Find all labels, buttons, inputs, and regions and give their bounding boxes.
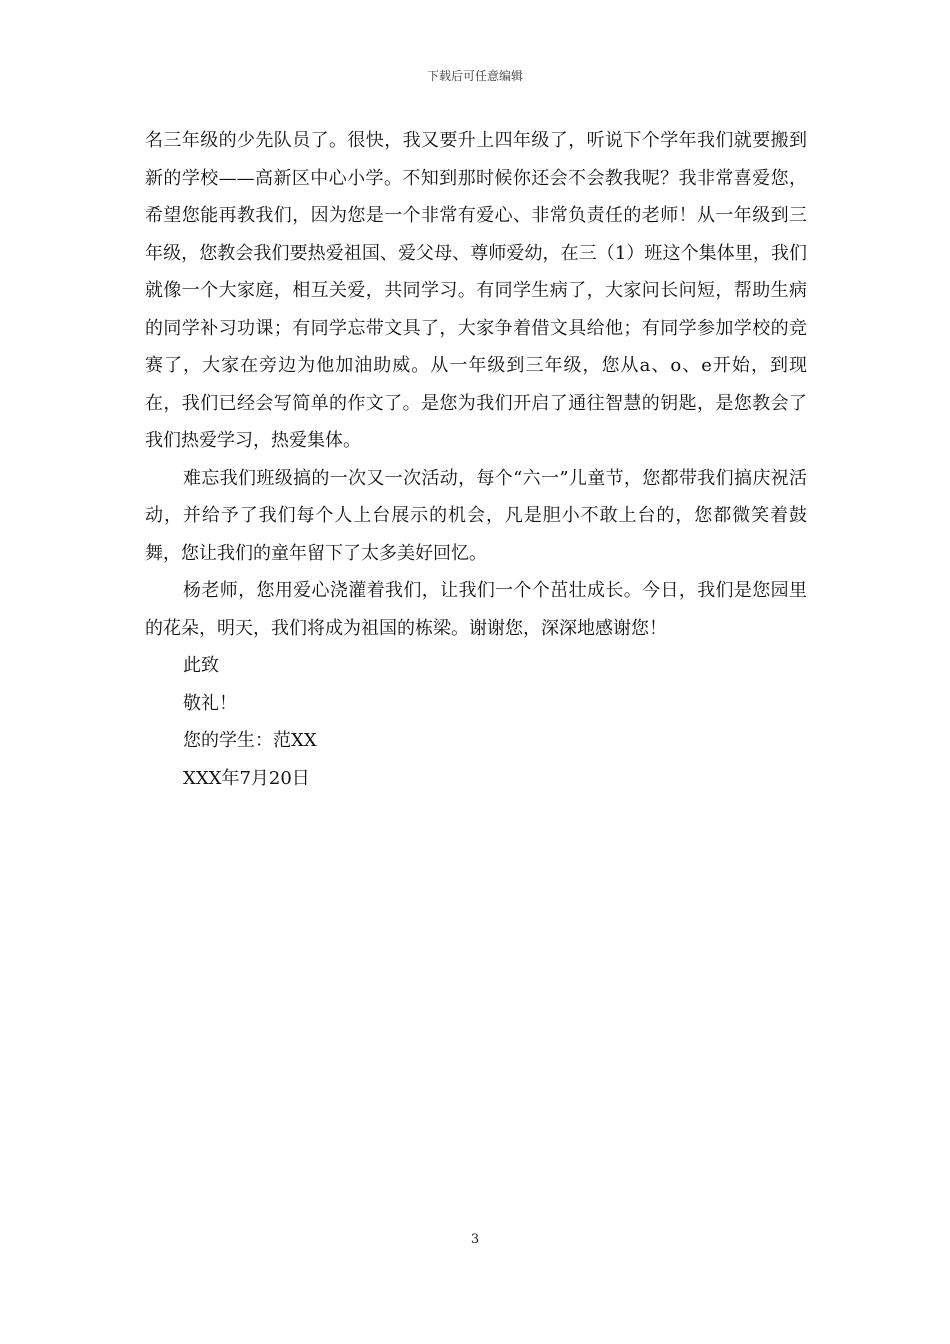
paragraph-activities: 难忘我们班级搞的一次又一次活动，每个“六一”儿童节，您都带我们搞庆祝活动，并给予了我们每个人上台展示的机会，凡是胆小不敢上台的，您都微笑着鼓舞，您让我们的童年留下了太多美好回忆。	[145, 467, 807, 564]
closing-regards: 敬礼！	[183, 692, 237, 714]
closing-salutation: 此致	[183, 655, 219, 676]
letter-date: XXX年7月20日	[183, 767, 310, 789]
paragraph-continued: 名三年级的少先队员了。很快，我又要升上四年级了，听说下个学年我们就要搬到新的学校——高新区中心小学。不知到那时候你还会不会教我呢？我非常喜爱您，希望您能再教我们，因为您是一个非常有爱心、非常负责任的老师！从一年级到三年级，您教会我们要热爱祖国、爱父母、尊师爱幼，在三（1）班这个集体里，我们就像一个大家庭，相互关爱，共同学习。有同学生病了，大家问长问短，帮助生病的同学补习功课；有同学忘带文具了，大家争着借文具给他；有同学参加学校的竞赛了，大家在旁边为他加油助威。从一年级到三年级，您从a、o、e开始，到现在，我们已经会写简单的作文了。是您为我们开启了通往智慧的钥匙，是您教会了我们热爱学习，热爱集体。	[145, 130, 807, 451]
paragraph-thanks: 杨老师，您用爱心浇灌着我们，让我们一个个茁壮成长。今日，我们是您园里的花朵，明天，我们将成为祖国的栋梁。谢谢您，深深地感谢您！	[145, 580, 807, 639]
page-number: 3	[470, 1232, 480, 1247]
page-header-note: 下载后可任意编辑	[426, 69, 523, 83]
signature: 您的学生：范XX	[183, 730, 317, 751]
letter-body	[145, 122, 807, 797]
